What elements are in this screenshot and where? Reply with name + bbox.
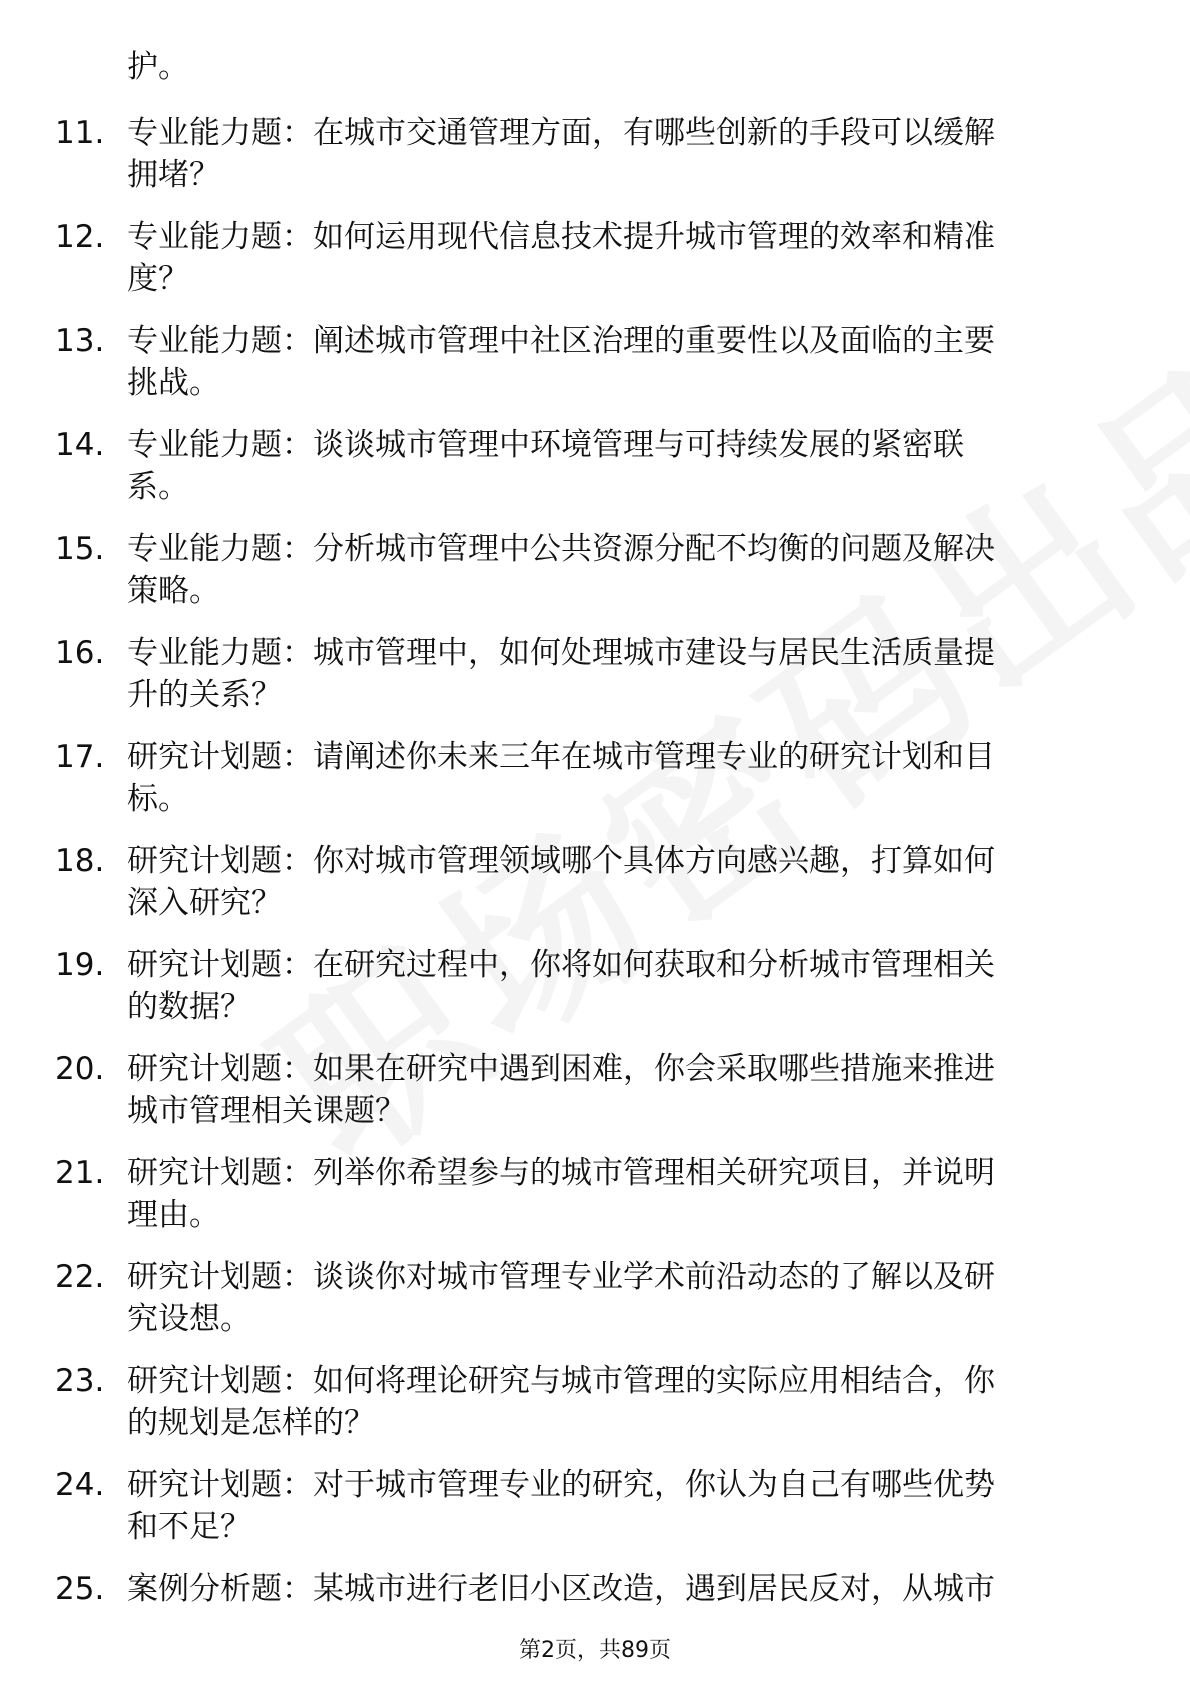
question-number: 23.: [55, 1363, 105, 1399]
question-line: 列举你希望参与的城市管理相关研究项目，并说明: [313, 1155, 995, 1191]
question-line: 如何运用现代信息技术提升城市管理的效率和精准: [313, 219, 995, 255]
question-category: 专业能力题：: [127, 531, 313, 567]
question-line: 在研究过程中，你将如何获取和分析城市管理相关: [313, 947, 995, 983]
question-line: 如果在研究中遇到困难，你会采取哪些措施来推进: [313, 1051, 995, 1087]
question-line: 谈谈城市管理中环境管理与可持续发展的紧密联: [313, 427, 964, 463]
question-text: [127, 1360, 1107, 1444]
question-text: [127, 840, 1107, 924]
question-number: 16.: [55, 635, 105, 671]
question-line: 对于城市管理专业的研究，你认为自己有哪些优势: [313, 1467, 995, 1503]
question-line: 谈谈你对城市管理专业学术前沿动态的了解以及研: [313, 1259, 995, 1295]
question-line: 在城市交通管理方面，有哪些创新的手段可以缓解: [313, 115, 995, 151]
question-text: [127, 1048, 1107, 1132]
question-text: [127, 1568, 1107, 1610]
question-line: 系。: [127, 469, 189, 505]
question-item: [0, 528, 1190, 632]
question-line: 拥堵？: [127, 157, 220, 193]
question-text: [127, 1152, 1107, 1236]
question-text: [127, 528, 1107, 612]
question-category: 研究计划题：: [127, 947, 313, 983]
question-item: [0, 1464, 1190, 1568]
question-line: 深入研究？: [127, 885, 282, 921]
question-item: [0, 1360, 1190, 1464]
question-category: 研究计划题：: [127, 1259, 313, 1295]
question-number: 15.: [55, 531, 105, 567]
question-line: 的规划是怎样的？: [127, 1405, 375, 1441]
question-item: [0, 1152, 1190, 1256]
question-line: 阐述城市管理中社区治理的重要性以及面临的主要: [313, 323, 995, 359]
question-line: 某城市进行老旧小区改造，遇到居民反对，从城市: [313, 1571, 995, 1607]
question-line: 升的关系？: [127, 677, 282, 713]
question-number: 12.: [55, 219, 105, 255]
question-category: 专业能力题：: [127, 323, 313, 359]
question-text: [127, 424, 1107, 508]
question-line: 究设想。: [127, 1301, 251, 1337]
question-number: 17.: [55, 739, 105, 775]
page-footer: 第2页，共89页: [519, 1638, 671, 1663]
question-line: 分析城市管理中公共资源分配不均衡的问题及解决: [313, 531, 995, 567]
question-text: [127, 216, 1107, 300]
question-text: [127, 736, 1107, 820]
question-item: [0, 112, 1190, 216]
continuation-text: 护。: [127, 49, 189, 85]
question-number: 22.: [55, 1259, 105, 1295]
question-text: [127, 944, 1107, 1028]
question-item: [0, 1256, 1190, 1360]
question-category: 研究计划题：: [127, 1467, 313, 1503]
question-item: [0, 840, 1190, 944]
question-category: 专业能力题：: [127, 219, 313, 255]
question-item: [0, 424, 1190, 528]
question-number: 24.: [55, 1467, 105, 1503]
question-category: 研究计划题：: [127, 1155, 313, 1191]
question-number: 11.: [55, 115, 105, 151]
question-line: 策略。: [127, 573, 220, 609]
question-line: 理由。: [127, 1197, 220, 1233]
question-line: 城市管理中，如何处理城市建设与居民生活质量提: [313, 635, 995, 671]
question-line: 挑战。: [127, 365, 220, 401]
question-number: 18.: [55, 843, 105, 879]
question-number: 21.: [55, 1155, 105, 1191]
question-line: 的数据？: [127, 989, 251, 1025]
question-category: 专业能力题：: [127, 115, 313, 151]
question-line: 城市管理相关课题？: [127, 1093, 406, 1129]
question-list: [0, 112, 1190, 1672]
question-number: 14.: [55, 427, 105, 463]
question-category: 研究计划题：: [127, 1051, 313, 1087]
question-line: 你对城市管理领域哪个具体方向感兴趣，打算如何: [313, 843, 995, 879]
question-category: 研究计划题：: [127, 1363, 313, 1399]
question-text: [127, 1256, 1107, 1340]
question-line: 标。: [127, 781, 189, 817]
question-item: [0, 736, 1190, 840]
question-line: 请阐述你未来三年在城市管理专业的研究计划和目: [313, 739, 995, 775]
question-text: [127, 1464, 1107, 1548]
question-line: 和不足？: [127, 1509, 251, 1545]
question-line: 如何将理论研究与城市管理的实际应用相结合，你: [313, 1363, 995, 1399]
question-category: 研究计划题：: [127, 739, 313, 775]
question-number: 13.: [55, 323, 105, 359]
question-item: [0, 1048, 1190, 1152]
question-text: [127, 632, 1107, 716]
question-category: 专业能力题：: [127, 427, 313, 463]
question-item: [0, 320, 1190, 424]
question-item: [0, 944, 1190, 1048]
question-number: 25.: [55, 1571, 105, 1607]
question-text: [127, 320, 1107, 404]
question-text: [127, 112, 1107, 196]
question-category: 案例分析题：: [127, 1571, 313, 1607]
question-item: [0, 632, 1190, 736]
question-number: 19.: [55, 947, 105, 983]
question-item: [0, 216, 1190, 320]
question-number: 20.: [55, 1051, 105, 1087]
question-category: 研究计划题：: [127, 843, 313, 879]
question-category: 专业能力题：: [127, 635, 313, 671]
question-line: 度？: [127, 261, 189, 297]
